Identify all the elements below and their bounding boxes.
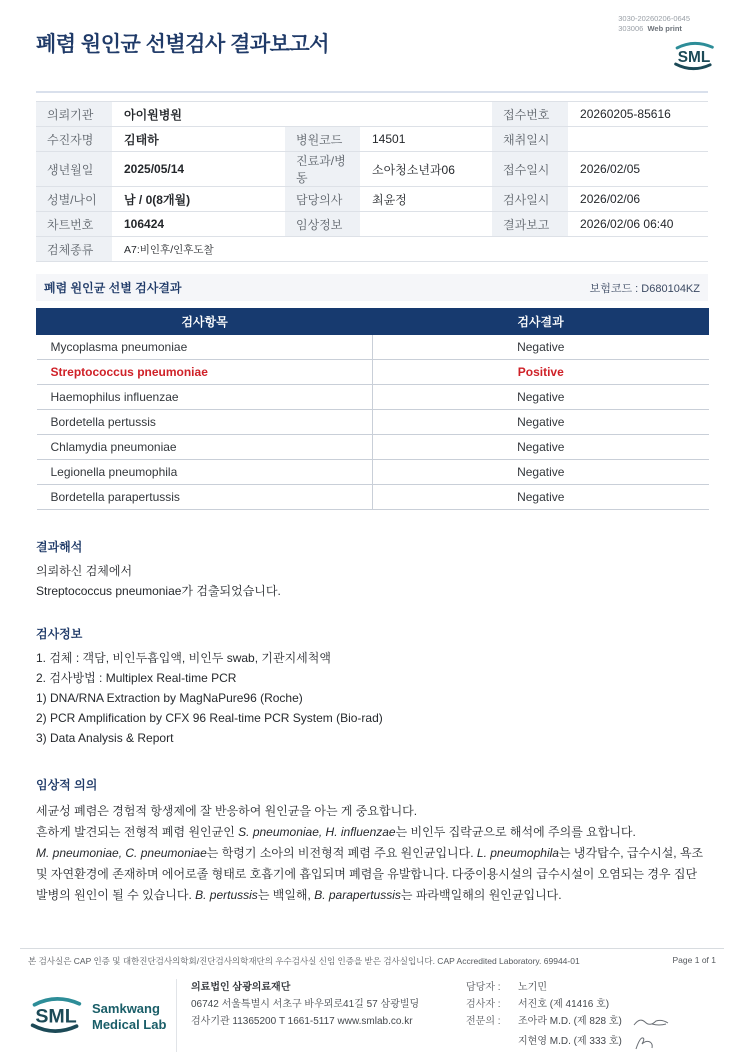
birth-label: 생년월일 xyxy=(36,152,112,187)
chart-no-value: 106424 xyxy=(112,212,285,237)
interpretation-line2: Streptococcus pneumoniae가 검출되었습니다. xyxy=(36,584,281,599)
dept-label: 진료과/병동 xyxy=(285,152,360,187)
table-row xyxy=(37,485,709,510)
test-info-line: 3) Data Analysis & Report xyxy=(36,731,174,746)
test-dt-value: 2026/02/06 xyxy=(568,187,708,212)
clinical-info-value xyxy=(360,212,492,237)
test-result: Negative xyxy=(373,385,709,410)
results-table xyxy=(36,308,709,510)
column-header-result: 검사결과 xyxy=(373,309,709,335)
web-print-label: Web print xyxy=(647,24,682,34)
patient-info-table xyxy=(36,101,708,262)
test-name: Haemophilus influenzae xyxy=(37,385,373,410)
test-name: Bordetella pertussis xyxy=(37,410,373,435)
test-dt-label: 검사일시 xyxy=(492,187,568,212)
info-row-requester xyxy=(36,102,708,127)
chart-no-label: 차트번호 xyxy=(36,212,112,237)
report-title: 폐렴 원인균 선별검사 결과보고서 xyxy=(36,33,330,56)
test-info-line: 1. 검체 : 객담, 비인두흡입액, 비인두 swab, 기관지세척액 xyxy=(36,651,331,666)
signature-icon xyxy=(632,1015,670,1035)
svg-text:SML: SML xyxy=(35,1004,77,1027)
table-row xyxy=(37,460,709,485)
test-name: Legionella pneumophila xyxy=(37,460,373,485)
staff-row-specialist2: 지현영 M.D. (제 333 호) xyxy=(466,1033,670,1052)
info-row-chart xyxy=(36,212,708,237)
interpretation-title: 결과해석 xyxy=(36,540,83,555)
results-header-row xyxy=(37,309,709,335)
info-row-specimen xyxy=(36,237,708,262)
requester-label: 의뢰기관 xyxy=(36,102,112,127)
info-row-patient xyxy=(36,127,708,152)
test-info-title: 검사정보 xyxy=(36,627,83,642)
clinical-info-label: 임상정보 xyxy=(285,212,360,237)
result-section-bar xyxy=(36,274,708,301)
footer-brand xyxy=(28,979,176,1052)
receipt-dt-value: 2026/02/05 xyxy=(568,152,708,187)
sml-logo-icon xyxy=(672,38,716,79)
signature-icon xyxy=(632,1035,656,1052)
result-section-title: 폐렴 원인균 선별 검사결과 xyxy=(44,281,182,296)
report-dt-label: 결과보고 xyxy=(492,212,568,237)
table-row-positive xyxy=(37,360,709,385)
staff-row-tester: 검사자 : 서진호 (제 41416 호) xyxy=(466,999,610,1010)
accreditation-text: 본 검사실은 CAP 인증 및 대한진단검사의학회/진단검사의학재단의 우수검사실 신임 인증을 받은 검사실입니다. CAP Accredited Laboratory. 69944-01 xyxy=(28,956,580,966)
info-row-sex-age xyxy=(36,187,708,212)
receipt-no-value: 20260205-85616 xyxy=(568,102,708,127)
test-result: Positive xyxy=(373,360,709,385)
receipt-no-label: 접수번호 xyxy=(492,102,568,127)
interpretation-line1: 의뢰하신 검체에서 xyxy=(36,564,133,579)
requester-value: 아이원병원 xyxy=(112,102,492,127)
footer-address-block xyxy=(176,979,438,1052)
collect-dt-label: 채취일시 xyxy=(492,127,568,152)
patient-name-value: 김태하 xyxy=(112,127,285,152)
hospital-code-label: 병원코드 xyxy=(285,127,360,152)
page-indicator: Page 1 of 1 xyxy=(672,955,716,965)
test-info-line: 2) PCR Amplification by CFX 96 Real-time PCR System (Bio-rad) xyxy=(36,711,383,726)
specimen-value: A7:비인후/인후도찰 xyxy=(112,237,708,262)
svg-text:SML: SML xyxy=(677,49,711,67)
sml-logo-footer-icon xyxy=(28,992,84,1043)
document-codes xyxy=(618,14,690,34)
hospital-code-value: 14501 xyxy=(360,127,492,152)
sex-age-value: 남 / 0(8개월) xyxy=(112,187,285,212)
organization-address: 06742 서울특별시 서초구 바우뫼로41길 57 삼광빌딩 xyxy=(191,999,420,1010)
clinical-title: 임상적 의의 xyxy=(36,778,98,793)
specimen-label: 검체종류 xyxy=(36,237,112,262)
insurance-code: 보험코드 : D680104KZ xyxy=(589,282,700,295)
table-row xyxy=(37,385,709,410)
column-header-item: 검사항목 xyxy=(37,309,373,335)
organization-contact: 검사기관 11365200 T 1661-5117 www.smlab.co.kr xyxy=(191,1016,413,1027)
test-name: Mycoplasma pneumoniae xyxy=(37,335,373,360)
document-code-line1: 3030-20260206-0645 xyxy=(618,14,690,23)
dept-value: 소아청소년과06 xyxy=(360,152,492,187)
clinical-paragraph: 세균성 폐렴은 경험적 항생제에 잘 반응하여 원인균을 아는 게 중요합니다. 흔하게 발견되는 전형적 폐렴 원인균인 S. pneumoniae, H. influenzae는 비인두 집락균으로 해석에 주의를 요합니다. M. pneumoniae, C. pneumoniae는 학령기 소아의 비전형적 폐렴 주요 원인균입니다. L. pneumophila는 냉각탑수, 급수시설, 욕조 및 자연환경에 존재하며 에어로졸 형태로 호흡기에 흡입되며 폐렴을 유발합니다. 다중이용시설의 급수시설이 오염되는 경우 집단발병의 원인이 될 수 있습니다. B. pertussis는 백일해, B. parapertussis는 파라백일해의 원인균입니다. xyxy=(36,804,704,903)
collect-dt-value xyxy=(568,127,708,152)
staff-row-manager: 담당자 : 노기민 xyxy=(466,982,547,993)
brand-name: Samkwang Medical Lab xyxy=(92,1000,167,1032)
test-name: Streptococcus pneumoniae xyxy=(37,360,373,385)
receipt-dt-label: 접수일시 xyxy=(492,152,568,187)
info-row-birth xyxy=(36,152,708,187)
footer-staff-block xyxy=(466,979,670,1052)
staff-row-specialist1: 전문의 : 조아라 M.D. (제 828 호) xyxy=(466,1013,670,1033)
table-row xyxy=(37,335,709,360)
test-result: Negative xyxy=(373,435,709,460)
test-result: Negative xyxy=(373,485,709,510)
document-code-line2: 303006 xyxy=(618,24,644,34)
test-result: Negative xyxy=(373,335,709,360)
sex-age-label: 성별/나이 xyxy=(36,187,112,212)
header-divider xyxy=(36,91,708,93)
doctor-label: 담당의사 xyxy=(285,187,360,212)
table-row xyxy=(37,410,709,435)
report-header xyxy=(36,14,716,79)
interpretation-section xyxy=(36,538,708,601)
test-name: Bordetella parapertussis xyxy=(37,485,373,510)
accreditation-line xyxy=(20,948,724,967)
patient-name-label: 수진자명 xyxy=(36,127,112,152)
clinical-section xyxy=(36,776,708,906)
organization-name: 의료법인 삼광의료재단 xyxy=(191,982,291,993)
test-info-line: 1) DNA/RNA Extraction by MagNaPure96 (Roche) xyxy=(36,691,303,706)
table-row xyxy=(37,435,709,460)
test-result: Negative xyxy=(373,410,709,435)
test-info-line: 2. 검사방법 : Multiplex Real-time PCR xyxy=(36,671,237,686)
doctor-value: 최윤정 xyxy=(360,187,492,212)
birth-value: 2025/05/14 xyxy=(112,152,285,187)
test-name: Chlamydia pneumoniae xyxy=(37,435,373,460)
test-info-section xyxy=(36,625,708,748)
report-dt-value: 2026/02/06 06:40 xyxy=(568,212,708,237)
test-result: Negative xyxy=(373,460,709,485)
report-footer xyxy=(20,948,724,1052)
